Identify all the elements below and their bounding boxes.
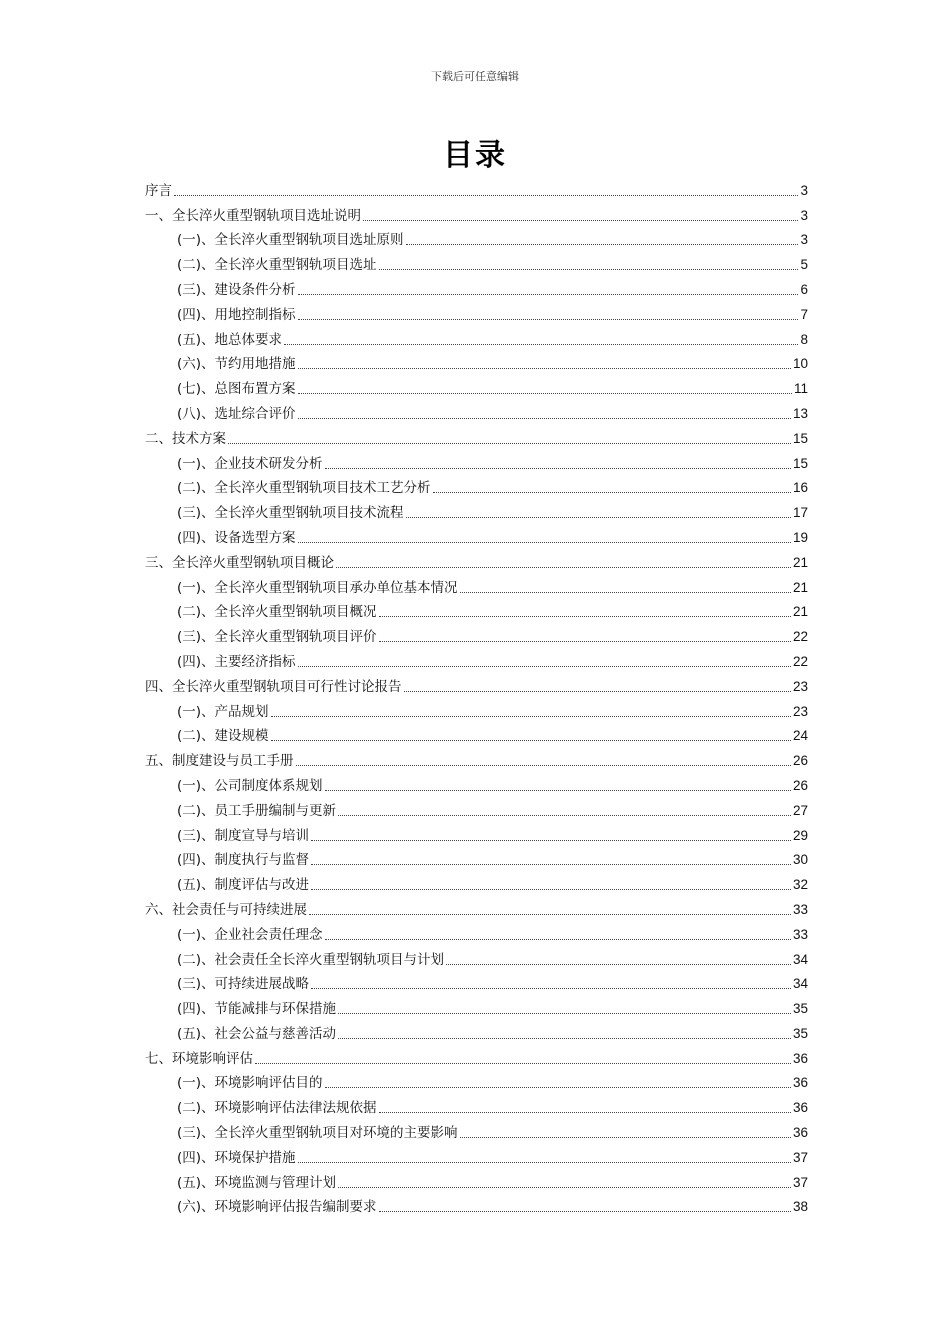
toc-entry[interactable] xyxy=(145,746,808,771)
toc-dot-leader xyxy=(298,666,791,667)
toc-entry-title: 七、环境影响评估 xyxy=(145,1050,253,1067)
toc-entry[interactable] xyxy=(145,970,808,995)
toc-dot-leader xyxy=(379,1112,791,1113)
toc-entry-title: (三)、可持续进展战略 xyxy=(177,976,310,993)
toc-entry-page-number: 10 xyxy=(792,356,808,372)
toc-dot-leader xyxy=(338,1013,791,1014)
toc-entry[interactable] xyxy=(145,722,808,747)
toc-entry[interactable] xyxy=(145,1044,808,1069)
toc-entry-page-number: 24 xyxy=(792,728,808,744)
toc-entry-page-number: 27 xyxy=(792,802,808,818)
toc-entry-page-number: 13 xyxy=(792,405,808,421)
toc-dot-leader xyxy=(379,269,799,270)
toc-entry-title: (三)、全长淬火重型钢轨项目对环境的主要影响 xyxy=(177,1125,458,1142)
toc-entry[interactable] xyxy=(145,250,808,275)
toc-entry[interactable] xyxy=(145,1019,808,1044)
toc-entry-page-number: 26 xyxy=(792,753,808,769)
toc-dot-leader xyxy=(271,716,791,717)
toc-dot-leader xyxy=(325,939,791,940)
toc-entry-title: (六)、环境影响评估报告编制要求 xyxy=(177,1199,377,1216)
toc-dot-leader xyxy=(336,567,791,568)
toc-dot-leader xyxy=(338,815,791,816)
toc-dot-leader xyxy=(311,889,791,890)
toc-dot-leader xyxy=(298,393,792,394)
toc-entry-title: (二)、社会责任全长淬火重型钢轨项目与计划 xyxy=(177,951,445,968)
toc-entry-title: (五)、地总体要求 xyxy=(177,331,283,348)
toc-entry[interactable] xyxy=(145,697,808,722)
toc-dot-leader xyxy=(228,443,791,444)
toc-entry[interactable] xyxy=(145,895,808,920)
toc-entry-page-number: 21 xyxy=(792,554,808,570)
toc-entry-page-number: 16 xyxy=(792,480,808,496)
toc-dot-leader xyxy=(460,592,791,593)
toc-entry-page-number: 34 xyxy=(792,951,808,967)
toc-entry-page-number: 30 xyxy=(792,852,808,868)
toc-entry-title: (七)、总图布置方案 xyxy=(177,381,296,398)
toc-dot-leader xyxy=(298,1162,791,1163)
toc-entry-page-number: 36 xyxy=(792,1050,808,1066)
toc-entry-page-number: 35 xyxy=(792,1001,808,1017)
toc-entry-title: (四)、用地控制指标 xyxy=(177,306,296,323)
toc-entry-title: (三)、全长淬火重型钢轨项目技术流程 xyxy=(177,505,404,522)
toc-dot-leader xyxy=(379,1211,791,1212)
toc-dot-leader xyxy=(325,790,791,791)
toc-dot-leader xyxy=(284,344,798,345)
toc-entry-page-number: 36 xyxy=(792,1075,808,1091)
toc-dot-leader xyxy=(255,1063,791,1064)
toc-entry-page-number: 23 xyxy=(792,703,808,719)
toc-dot-leader xyxy=(296,765,791,766)
toc-entry[interactable] xyxy=(145,1143,808,1168)
toc-dot-leader xyxy=(271,740,791,741)
toc-dot-leader xyxy=(338,1187,791,1188)
toc-entry[interactable] xyxy=(145,771,808,796)
toc-entry[interactable] xyxy=(145,176,808,201)
toc-entry[interactable] xyxy=(145,275,808,300)
toc-entry[interactable] xyxy=(145,523,808,548)
toc-entry-title: (六)、节约用地措施 xyxy=(177,356,296,373)
toc-entry-page-number: 15 xyxy=(792,430,808,446)
toc-entry-page-number: 29 xyxy=(792,827,808,843)
toc-entry[interactable] xyxy=(145,350,808,375)
toc-dot-leader xyxy=(298,319,799,320)
toc-entry[interactable] xyxy=(145,474,808,499)
toc-dot-leader xyxy=(298,294,799,295)
toc-entry[interactable] xyxy=(145,1093,808,1118)
toc-entry[interactable] xyxy=(145,870,808,895)
toc-entry-page-number: 37 xyxy=(792,1149,808,1165)
toc-dot-leader xyxy=(311,988,791,989)
toc-entry[interactable] xyxy=(145,1193,808,1218)
toc-entry-page-number: 36 xyxy=(792,1125,808,1141)
toc-entry-title: 一、全长淬火重型钢轨项目选址说明 xyxy=(145,207,361,224)
toc-dot-leader xyxy=(298,368,791,369)
toc-entry-page-number: 32 xyxy=(792,877,808,893)
toc-entry-page-number: 37 xyxy=(792,1174,808,1190)
toc-entry-page-number: 3 xyxy=(800,207,808,223)
toc-entry[interactable] xyxy=(145,945,808,970)
toc-dot-leader xyxy=(446,964,791,965)
toc-dot-leader xyxy=(433,492,791,493)
toc-dot-leader xyxy=(325,468,791,469)
toc-dot-leader xyxy=(363,220,798,221)
toc-entry[interactable] xyxy=(145,201,808,226)
toc-dot-leader xyxy=(379,641,791,642)
toc-entry[interactable] xyxy=(145,846,808,871)
toc-entry-title: (一)、环境影响评估目的 xyxy=(177,1075,323,1092)
toc-entry-title: 三、全长淬火重型钢轨项目概论 xyxy=(145,554,334,571)
toc-dot-leader xyxy=(338,1038,791,1039)
toc-entry[interactable] xyxy=(145,672,808,697)
toc-dot-leader xyxy=(174,195,798,196)
toc-entry-page-number: 17 xyxy=(792,505,808,521)
toc-entry-title: (二)、全长淬火重型钢轨项目技术工艺分析 xyxy=(177,480,431,497)
toc-entry-page-number: 34 xyxy=(792,976,808,992)
toc-entry-page-number: 38 xyxy=(792,1199,808,1215)
toc-entry[interactable] xyxy=(145,548,808,573)
toc-entry-page-number: 3 xyxy=(800,232,808,248)
toc-entry[interactable] xyxy=(145,598,808,623)
toc-entry[interactable] xyxy=(145,325,808,350)
toc-entry-title: (五)、环境监测与管理计划 xyxy=(177,1174,337,1191)
toc-entry[interactable] xyxy=(145,226,808,251)
toc-entry-page-number: 21 xyxy=(792,604,808,620)
page-title: 目录 xyxy=(443,138,507,173)
toc-entry-title: 六、社会责任与可持续进展 xyxy=(145,901,307,918)
toc-entry-page-number: 22 xyxy=(792,629,808,645)
toc-entry-title: (四)、主要经济指标 xyxy=(177,653,296,670)
toc-entry-page-number: 23 xyxy=(792,678,808,694)
toc-entry-page-number: 36 xyxy=(792,1100,808,1116)
toc-dot-leader xyxy=(311,840,791,841)
toc-entry-page-number: 26 xyxy=(792,777,808,793)
toc-entry-title: (三)、建设条件分析 xyxy=(177,281,296,298)
toc-entry[interactable] xyxy=(145,622,808,647)
toc-entry[interactable] xyxy=(145,498,808,523)
toc-entry-title: (二)、建设规模 xyxy=(177,728,269,745)
table-of-contents xyxy=(145,176,808,1217)
toc-entry-page-number: 22 xyxy=(792,653,808,669)
toc-entry-title: (一)、公司制度体系规划 xyxy=(177,777,323,794)
toc-entry-page-number: 33 xyxy=(792,901,808,917)
toc-entry-title: (二)、全长淬火重型钢轨项目选址 xyxy=(177,257,377,274)
toc-entry[interactable] xyxy=(145,300,808,325)
toc-entry-title: (一)、全长淬火重型钢轨项目选址原则 xyxy=(177,232,404,249)
toc-entry[interactable] xyxy=(145,821,808,846)
toc-entry-title: 五、制度建设与员工手册 xyxy=(145,753,294,770)
toc-dot-leader xyxy=(298,418,791,419)
toc-entry-page-number: 33 xyxy=(792,926,808,942)
toc-dot-leader xyxy=(379,616,791,617)
toc-entry-title: (五)、制度评估与改进 xyxy=(177,877,310,894)
toc-dot-leader xyxy=(406,517,791,518)
toc-entry[interactable] xyxy=(145,424,808,449)
toc-entry-title: (二)、环境影响评估法律法规依据 xyxy=(177,1100,377,1117)
toc-entry[interactable] xyxy=(145,1168,808,1193)
header-note: 下载后可任意编辑 xyxy=(431,70,519,83)
toc-entry-title: (三)、全长淬火重型钢轨项目评价 xyxy=(177,629,377,646)
toc-entry-title: (五)、社会公益与慈善活动 xyxy=(177,1025,337,1042)
toc-entry-title: (四)、节能减排与环保措施 xyxy=(177,1001,337,1018)
toc-entry-title: 二、技术方案 xyxy=(145,430,226,447)
toc-entry[interactable] xyxy=(145,1069,808,1094)
toc-entry-title: (一)、全长淬火重型钢轨项目承办单位基本情况 xyxy=(177,579,458,596)
toc-entry[interactable] xyxy=(145,647,808,672)
toc-entry-title: (三)、制度宣导与培训 xyxy=(177,827,310,844)
toc-entry-page-number: 19 xyxy=(792,529,808,545)
toc-entry-page-number: 6 xyxy=(800,281,808,297)
toc-entry-title: (二)、全长淬火重型钢轨项目概况 xyxy=(177,604,377,621)
toc-dot-leader xyxy=(309,914,791,915)
toc-entry[interactable] xyxy=(145,449,808,474)
toc-entry[interactable] xyxy=(145,994,808,1019)
toc-entry[interactable] xyxy=(145,1118,808,1143)
toc-dot-leader xyxy=(404,691,791,692)
toc-entry-title: (四)、环境保护措施 xyxy=(177,1149,296,1166)
toc-entry[interactable] xyxy=(145,920,808,945)
toc-entry-title: (四)、制度执行与监督 xyxy=(177,852,310,869)
toc-entry[interactable] xyxy=(145,573,808,598)
toc-entry[interactable] xyxy=(145,796,808,821)
toc-entry-page-number: 8 xyxy=(800,331,808,347)
toc-entry-page-number: 5 xyxy=(800,257,808,273)
toc-entry-page-number: 15 xyxy=(792,455,808,471)
toc-entry-page-number: 3 xyxy=(800,182,808,198)
toc-dot-leader xyxy=(325,1087,791,1088)
toc-entry[interactable] xyxy=(145,399,808,424)
toc-dot-leader xyxy=(406,244,799,245)
toc-entry-title: (一)、企业社会责任理念 xyxy=(177,926,323,943)
toc-entry-title: (一)、企业技术研发分析 xyxy=(177,455,323,472)
toc-dot-leader xyxy=(311,864,791,865)
toc-entry-title: 序言 xyxy=(145,182,172,199)
toc-entry-page-number: 11 xyxy=(793,381,808,397)
toc-entry-title: (二)、员工手册编制与更新 xyxy=(177,802,337,819)
toc-entry-page-number: 7 xyxy=(800,306,808,322)
toc-dot-leader xyxy=(460,1137,791,1138)
toc-dot-leader xyxy=(298,542,791,543)
toc-entry[interactable] xyxy=(145,374,808,399)
toc-entry-title: (四)、设备选型方案 xyxy=(177,529,296,546)
toc-entry-page-number: 35 xyxy=(792,1025,808,1041)
toc-entry-title: 四、全长淬火重型钢轨项目可行性讨论报告 xyxy=(145,678,402,695)
toc-entry-page-number: 21 xyxy=(792,579,808,595)
toc-entry-title: (八)、选址综合评价 xyxy=(177,405,296,422)
toc-entry-title: (一)、产品规划 xyxy=(177,703,269,720)
